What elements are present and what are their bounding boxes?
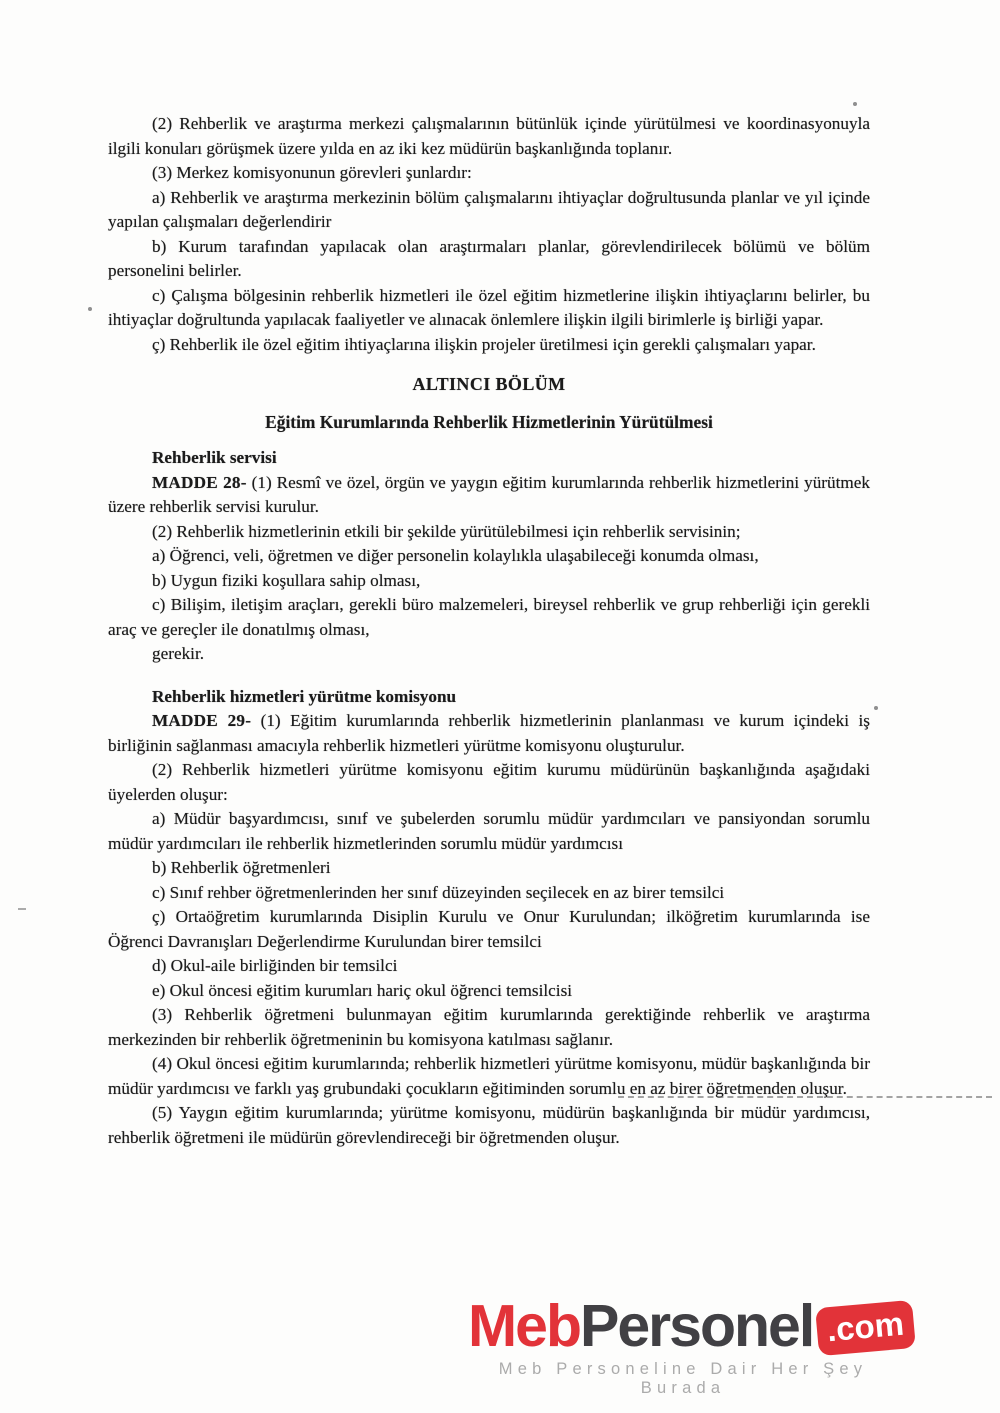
paragraph: a) Rehberlik ve araştırma merkezinin bölüm çalışmalarını ihtiyaçlar doğrultusunda planlar ve yıl içinde yapılan çalışmaları değerlendirir [108, 187, 870, 231]
paragraph: (3) Rehberlik öğretmeni bulunmayan eğitim kurumlarında gerektiğinde rehberlik ve araştırma merkezinden bir rehberlik öğretmeninin bu komisyona katılması sağlanır. [108, 1005, 870, 1049]
logo-wordmark [468, 1293, 906, 1360]
paragraph: c) Çalışma bölgesinin rehberlik hizmetleri ile özel eğitim hizmetlerine ilişkin ihtiyaçlarını belirler, bu ihtiyaçlar doğrultunda yapılacak faaliyetler ve alınacak önlemlere ilişkin ilgili birimlerle iş birliği yapar. [108, 285, 870, 329]
paragraph: (2) Rehberlik hizmetleri yürütme komisyonu eğitim kurumu müdürünün başkanlığında aşağıdaki üyelerden oluşur: [108, 760, 870, 804]
document-body [108, 112, 870, 1150]
scan-artifact [874, 706, 878, 710]
paragraph: a) Müdür başyardımcısı, sınıf ve şubelerden sorumlu müdür yardımcıları ve pansiyondan sorumlu müdür yardımcıları ile rehberlik hizmetlerinden sorumlu müdür yardımcısı [108, 809, 870, 853]
paragraph: b) Uygun fiziki koşullara sahip olması, [152, 570, 421, 590]
paragraph: c) Sınıf rehber öğretmenlerinden her sınıf düzeyinden seçilecek en az birer temsilci [152, 882, 725, 902]
logo-text-meb: Meb [468, 1293, 580, 1359]
scan-artifact [853, 102, 857, 106]
paragraph: e) Okul öncesi eğitim kurumları hariç okul öğrenci temsilcisi [152, 980, 573, 1000]
logo-badge-com: .com [815, 1300, 916, 1356]
paragraph: b) Kurum tarafından yapılacak olan araştırmaları planlar, görevlendirilecek bölümü ve bölüm personelini belirler. [108, 236, 870, 280]
heading-subhead: Rehberlik servisi [152, 448, 277, 467]
paragraph: MADDE 29- (1) Eğitim kurumlarında rehberlik hizmetlerinin planlanması ve kurum içindeki iş birliğinin sağlanması amacıyla rehberlik hizmetleri yürütme komisyonu oluşturulur. [108, 711, 870, 755]
scan-artifact [18, 908, 26, 910]
paragraph: (2) Rehberlik ve araştırma merkezi çalışmalarının bütünlük içinde yürütülmesi ve koordinasyonuyla ilgili konuları görüşmek üzere yılda en az iki kez müdürün başkanlığında toplanır. [108, 114, 870, 158]
paragraph: (3) Merkez komisyonunun görevleri şunlardır: [152, 163, 472, 182]
heading-subhead: Rehberlik hizmetleri yürütme komisyonu [152, 686, 457, 706]
paragraph: (4) Okul öncesi eğitim kurumlarında; rehberlik hizmetleri yürütme komisyonu, müdür başkanlığında bir müdür yardımcısı ve farklı yaş grubundaki çocukların eğitiminden sorumlu en az birer öğretmenden oluşur. [108, 1054, 870, 1098]
site-logo [468, 1293, 906, 1398]
heading-chapter: ALTINCI BÖLÜM [412, 374, 566, 394]
paragraph: ç) Rehberlik ile özel eğitim ihtiyaçlarına ilişkin projeler üretilmesi için gerekli çalışmaları yapar. [152, 334, 816, 354]
paragraph: MADDE 28- (1) Resmî ve özel, örgün ve yaygın eğitim kurumlarında rehberlik hizmetlerini yürütmek üzere rehberlik servisi kurulur. [108, 472, 870, 516]
paragraph: c) Bilişim, iletişim araçları, gerekli büro malzemeleri, bireysel rehberlik ve grup rehberliği için gerekli araç ve gereçler ile donatılmış olması, [108, 595, 870, 639]
paragraph: (5) Yaygın eğitim kurumlarında; yürütme komisyonu, müdürün başkanlığında bir müdür yardımcısı, rehberlik öğretmeni ile müdürün görevlendireceği bir öğretmenden oluşur. [108, 1103, 870, 1147]
paragraph: (2) Rehberlik hizmetlerinin etkili bir şekilde yürütülebilmesi için rehberlik servisinin; [152, 521, 741, 541]
logo-tagline: Meb Personeline Dair Her Şey Burada [498, 1360, 868, 1397]
paragraph: gerekir. [152, 644, 205, 663]
paragraph: b) Rehberlik öğretmenleri [152, 858, 331, 877]
paragraph: ç) Ortaöğretim kurumlarında Disiplin Kurulu ve Onur Kurulundan; ilköğretim kurumlarında ise Öğrenci Davranışları Değerlendirme Kurulundan birer temsilci [108, 907, 870, 951]
scan-artifact [88, 307, 92, 311]
logo-text-personel: Personel [580, 1293, 814, 1359]
heading-section: Eğitim Kurumlarında Rehberlik Hizmetlerinin Yürütülmesi [265, 411, 713, 432]
paragraph: a) Öğrenci, veli, öğretmen ve diğer personelin kolaylıkla ulaşabileceği konumda olması, [152, 546, 759, 565]
paragraph: d) Okul-aile birliğinden bir temsilci [152, 956, 398, 975]
